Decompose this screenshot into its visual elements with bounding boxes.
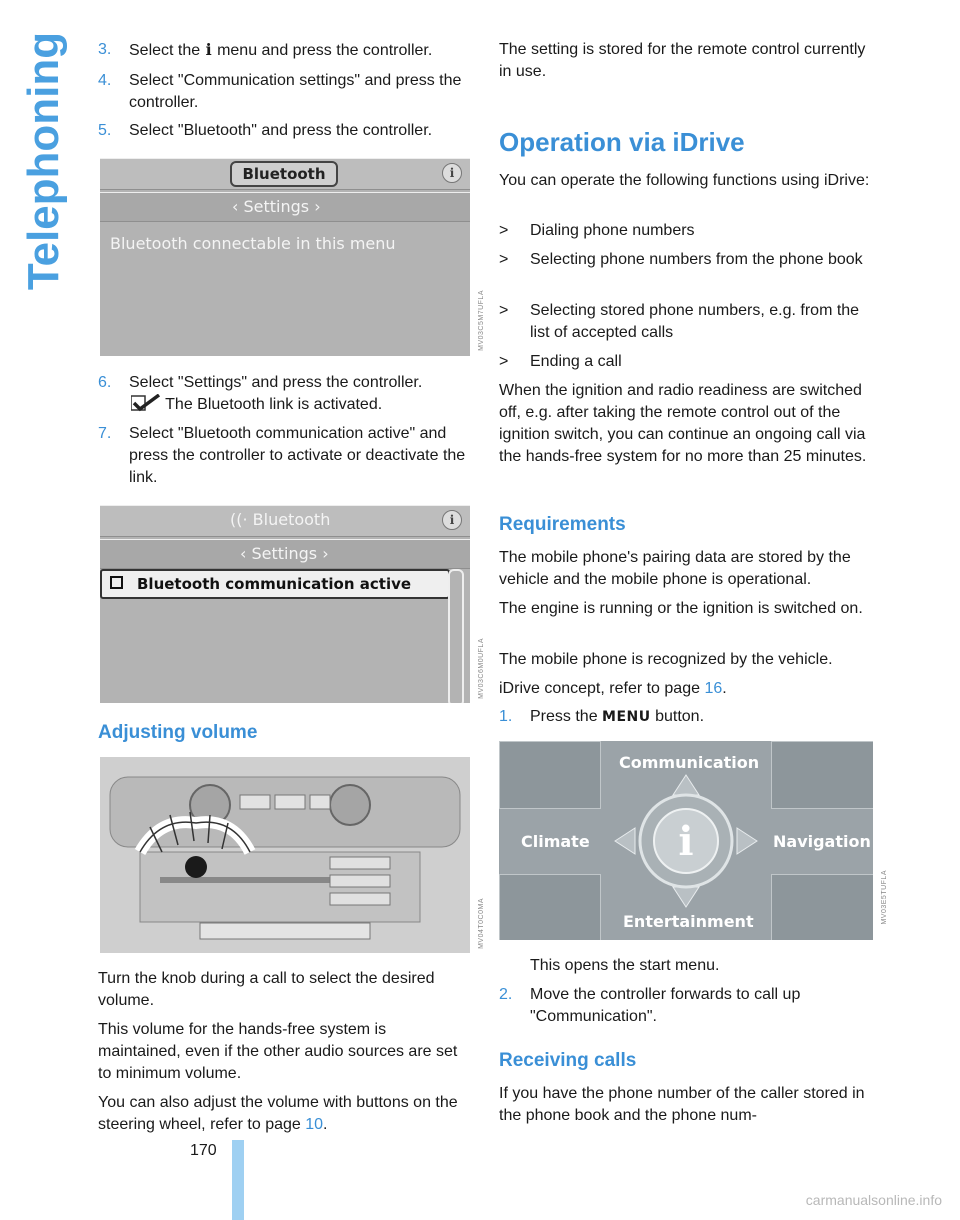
bluetooth-communication-screenshot <box>100 505 470 703</box>
figure-code: MV04T0C0MA <box>478 898 485 949</box>
info-icon: i <box>442 163 462 183</box>
settings-label: ‹ Settings › <box>240 544 329 563</box>
bluetooth-title: ((· Bluetooth <box>230 510 331 529</box>
para-turn-knob: Turn the knob during a call to select the desired volume. <box>98 970 435 1009</box>
heading-receiving-calls: Receiving calls <box>499 1050 637 1071</box>
volume-knob-illustration <box>100 757 470 953</box>
info-icon: i <box>442 510 462 530</box>
figure-code: MV03E5TUFLA <box>881 870 888 925</box>
heading-requirements: Requirements <box>499 514 626 535</box>
para-idrive-concept: iDrive concept, refer to page 16. <box>499 680 727 697</box>
step-2: 2. Move the controller forwards to call up "Communication". <box>499 986 801 1025</box>
para-req-pairing: The mobile phone's pairing data are stored by the vehicle and the mobile phone is operational. <box>499 549 851 588</box>
bluetooth-menu-screenshot <box>100 158 470 356</box>
dashboard-drawing <box>100 757 470 953</box>
step-4: 4. Select "Communication settings" and press the controller. <box>98 72 462 111</box>
page-edge-bar <box>232 1140 244 1220</box>
bullet-item: > Dialing phone numbers <box>499 222 695 239</box>
heading-operation-idrive: Operation via iDrive <box>499 127 745 157</box>
para-operate-functions: You can operate the following functions using iDrive: <box>499 172 870 189</box>
info-icon: i <box>205 40 212 59</box>
para-req-recognized: The mobile phone is recognized by the vehicle. <box>499 651 833 668</box>
page-number: 170 <box>190 1142 217 1159</box>
step-1: 1. Press the MENU button. <box>499 708 705 725</box>
menu-key-icon: MENU <box>602 709 651 725</box>
step-7: 7. Select "Bluetooth communication active" and press the controller to activate or deactivate the link. <box>98 425 466 486</box>
para-volume-maintained: This volume for the hands-free system is maintained, even if the other audio sources are set to minimum volume. <box>98 1021 458 1082</box>
bullet-item: > Selecting stored phone numbers, e.g. from the list of accepted calls <box>499 302 860 341</box>
page-link-16[interactable]: 16 <box>704 680 723 697</box>
menu-climate: Climate <box>521 832 590 851</box>
menu-entertainment: Entertainment <box>623 912 754 931</box>
watermark: carmanualsonline.info <box>805 1192 942 1208</box>
step-6: 6. Select "Settings" and press the controller. The Bluetooth link is activated. <box>98 374 423 413</box>
para-ignition: When the ignition and radio readiness are switched off, e.g. after taking the remote control out of the ignition switch, you can continue an ongoing call via the hands-free system for no more than 25 minutes. <box>499 382 867 465</box>
bluetooth-communication-item: Bluetooth communication active <box>100 569 450 599</box>
bullet-item: > Ending a call <box>499 353 622 370</box>
figure-code: MV03C6M0UFLA <box>478 638 485 699</box>
svg-text:i: i <box>678 818 694 865</box>
para-req-engine: The engine is running or the ignition is switched on. <box>499 600 863 617</box>
step-5: 5. Select "Bluetooth" and press the controller. <box>98 122 433 139</box>
page-link-10[interactable]: 10 <box>305 1116 324 1133</box>
bullet-item: > Selecting phone numbers from the phone book <box>499 251 863 268</box>
step-3: 3. Select the i menu and press the controller. <box>98 40 433 59</box>
idrive-start-menu-screenshot <box>499 741 873 940</box>
controller-dial <box>611 771 761 911</box>
scrollbar <box>448 569 464 703</box>
menu-navigation: Navigation <box>773 832 871 851</box>
bluetooth-tab: Bluetooth <box>230 161 338 187</box>
bluetooth-connectable-line: Bluetooth connectable in this menu <box>110 234 396 253</box>
checkmark-icon <box>131 394 161 412</box>
side-title: Telephoning <box>19 31 68 291</box>
para-receiving-calls: If you have the phone number of the caller stored in the phone book and the phone num- <box>499 1085 865 1124</box>
heading-adjusting-volume: Adjusting volume <box>98 722 258 743</box>
figure-code: MV03C5M7UFLA <box>478 290 485 351</box>
para-setting-stored: The setting is stored for the remote control currently in use. <box>499 41 866 80</box>
menu-communication: Communication <box>619 753 760 772</box>
para-steering-wheel: You can also adjust the volume with buttons on the steering wheel, refer to page 10. <box>98 1094 458 1133</box>
para-opens-start-menu: This opens the start menu. <box>530 957 720 974</box>
settings-label: ‹ Settings › <box>232 197 321 216</box>
